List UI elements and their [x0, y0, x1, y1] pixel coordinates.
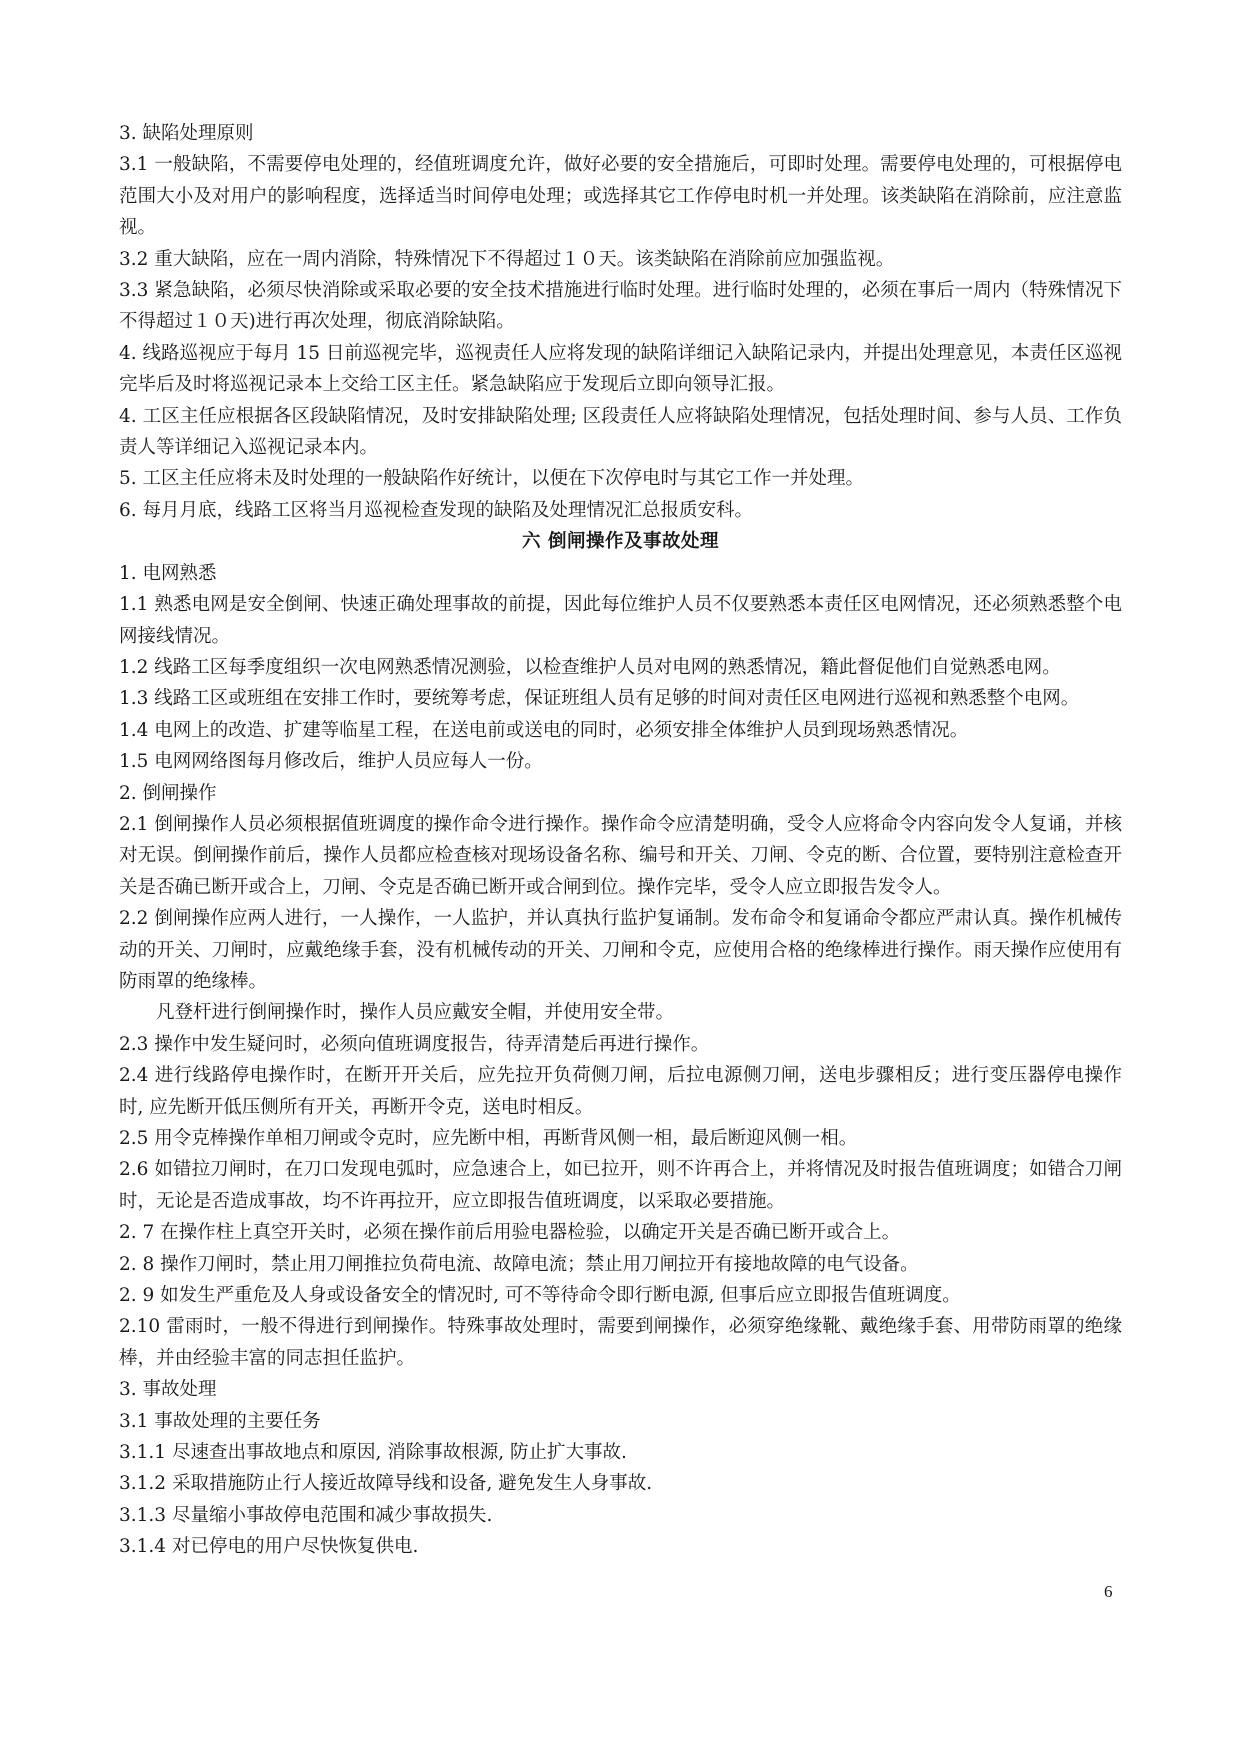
paragraph: 6. 每月月底，线路工区将当月巡视检查发现的缺陷及处理情况汇总报质安科。 [119, 499, 754, 521]
paragraph: 1. 电网熟悉 [119, 562, 217, 584]
paragraph: 5. 工区主任应将未及时处理的一般缺陷作好统计，以便在下次停电时与其它工作一并处理。 [119, 468, 865, 490]
paragraph: 1.1 熟悉电网是安全倒闸、快速正确处理事故的前提，因此每位维护人员不仅要熟悉本责任区电网情况，还必须熟悉整个电网接线情况。 [119, 594, 1122, 647]
paragraph: 1.3 线路工区或班组在安排工作时，要统筹考虑，保证班组人员有足够的时间对责任区电网进行巡视和熟悉整个电网。 [119, 688, 1080, 710]
paragraph: 2.10 雷雨时，一般不得进行到闸操作。特殊事故处理时，需要到闸操作，必须穿绝缘靴、戴绝缘手套、用带防雨罩的绝缘棒，并由经验丰富的同志担任监护。 [119, 1316, 1122, 1369]
paragraph: 3.1.1 尽速查出事故地点和原因, 消除事故根源, 防止扩大事故. [119, 1442, 627, 1464]
paragraph: 2. 9 如发生严重危及人身或设备安全的情况时, 可不等待命令即行断电源, 但事后应立即报告值班调度。 [119, 1285, 961, 1307]
paragraph: 3.1 事故处理的主要任务 [119, 1410, 321, 1432]
paragraph: 3.3 紧急缺陷，必须尽快消除或采取必要的安全技术措施进行临时处理。进行临时处理的，必须在事后一周内（特殊情况下不得超过１０天)进行再次处理，彻底消除缺陷。 [119, 280, 1122, 333]
paragraph: 2. 8 操作刀闸时，禁止用刀闸推拉负荷电流、故障电流；禁止用刀闸拉开有接地故障的电气设备。 [119, 1253, 919, 1275]
paragraph: 2.3 操作中发生疑问时，必须向值班调度报告，待弄清楚后再进行操作。 [119, 1033, 710, 1055]
paragraph: 3. 事故处理 [119, 1379, 217, 1401]
paragraph: 3. 缺陷处理原则 [119, 123, 254, 144]
paragraph: 2.4 进行线路停电操作时，在断开开关后，应先拉开负荷侧刀闸，后拉电源侧刀闸，送电步骤相反；进行变压器停电操作时, 应先断开低压侧所有开关，再断开令克，送电时相反。 [119, 1065, 1122, 1118]
indented-paragraph: 凡登杆进行倒闸操作时，操作人员应戴安全帽，并使用安全带。 [156, 1002, 675, 1024]
paragraph: 3.1.4 对已停电的用户尽快恢复供电. [119, 1536, 419, 1558]
page-number: 6 [1104, 1582, 1113, 1601]
paragraph: 2.6 如错拉刀闸时，在刀口发现电弧时，应急速合上，如已拉开，则不许再合上，并将情况及时报告值班调度；如错合刀闸时，无论是否造成事故，均不许再拉开，应立即报告值班调度，以采取必要措施。 [119, 1159, 1122, 1212]
section-heading: 六 倒闸操作及事故处理 [522, 531, 719, 553]
paragraph: 2.5 用令克棒操作单相刀闸或令克时，应先断中相，再断背风侧一相，最后断迎风侧一相。 [119, 1128, 858, 1149]
paragraph: 1.4 电网上的改造、扩建等临星工程，在送电前或送电的同时，必须安排全体维护人员到现场熟悉情况。 [119, 719, 969, 741]
paragraph: 2. 倒闸操作 [119, 782, 217, 804]
paragraph: 3.1.2 采取措施防止行人接近故障导线和设备, 避免发生人身事故. [119, 1473, 653, 1495]
paragraph: 2. 7 在操作柱上真空开关时，必须在操作前后用验电器检验，以确定开关是否确已断开或合上。 [119, 1222, 901, 1244]
paragraph: 1.2 线路工区每季度组织一次电网熟悉情况测验，以检查维护人员对电网的熟悉情况，籍此督促他们自觉熟悉电网。 [119, 656, 1061, 678]
paragraph: 2.1 倒闸操作人员必须根据值班调度的操作命令进行操作。操作命令应清楚明确，受令人应将命令内容向发令人复诵，并核对无误。倒闸操作前后，操作人员都应检查核对现场设备名称、编号和开关、刀闸、令克的断、合位置，要特别注意检查开关是否确已断开或合上，刀闸、令克是否确已断开或合闸到位。操作完毕，受令人应立即报告发令人。 [119, 813, 1122, 898]
paragraph: 4. 工区主任应根据各区段缺陷情况，及时安排缺陷处理; 区段责任人应将缺陷处理情况，包括处理时间、参与人员、工作负责人等详细记入巡视记录本内。 [119, 405, 1122, 459]
paragraph: 4. 线路巡视应于每月 15 日前巡视完毕，巡视责任人应将发现的缺陷详细记入缺陷记录内，并提出处理意见，本责任区巡视完毕后及时将巡视记录本上交给工区主任。紧急缺陷应于发现后立即向领导汇报。 [119, 342, 1122, 396]
paragraph: 3.1 一般缺陷，不需要停电处理的，经值班调度允许，做好必要的安全措施后，可即时处理。需要停电处理的，可根据停电范围大小及对用户的影响程度，选择适当时间停电处理；或选择其它工作停电时机一并处理。该类缺陷在消除前，应注意监视。 [119, 154, 1122, 239]
paragraph: 2.2 倒闸操作应两人进行，一人操作，一人监护，并认真执行监护复诵制。发布命令和复诵命令都应严肃认真。操作机械传动的开关、刀闸时，应戴绝缘手套，没有机械传动的开关、刀闸和令克，应使用合格的绝缘棒进行操作。雨天操作应使用有防雨罩的绝缘棒。 [119, 908, 1122, 992]
paragraph: 3.1.3 尽量缩小事故停电范围和减少事故损失. [119, 1504, 493, 1526]
paragraph: 1.5 电网网络图每月修改后，维护人员应每人一份。 [119, 751, 543, 773]
paragraph: 3.2 重大缺陷，应在一周内消除，特殊情况下不得超过１０天。该类缺陷在消除前应加强监视。 [119, 248, 895, 270]
document-body [119, 118, 1122, 1563]
